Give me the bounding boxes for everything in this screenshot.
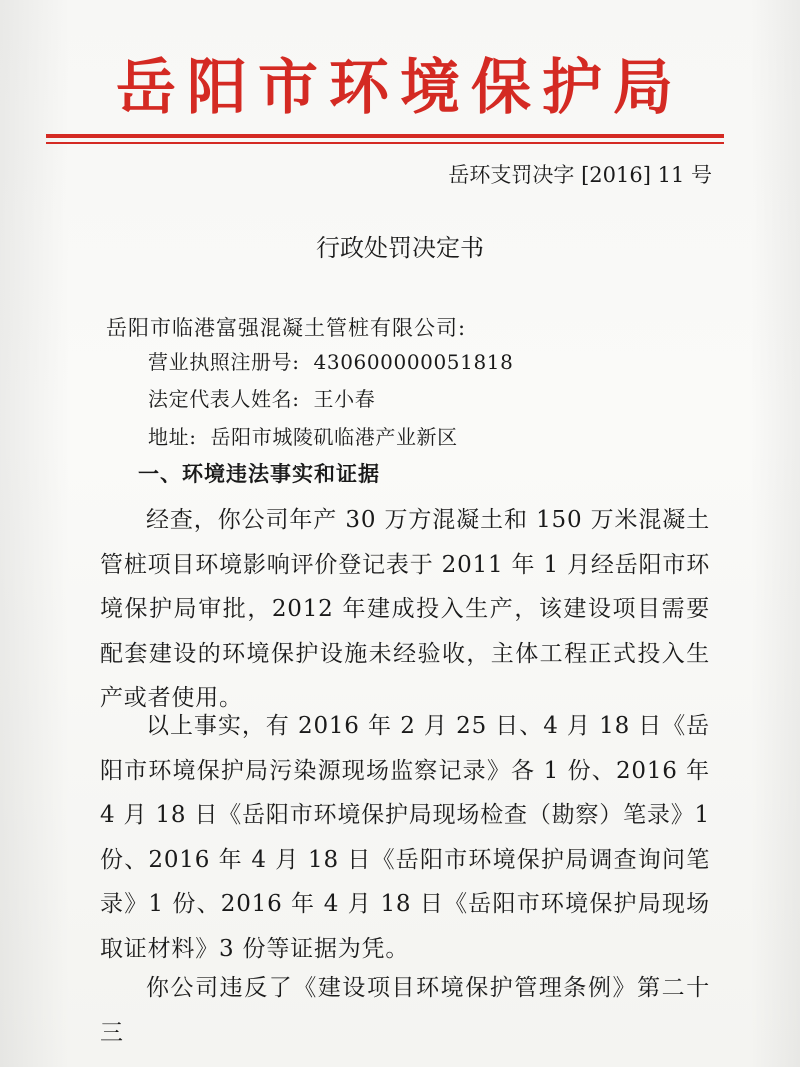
field-address [148,421,458,453]
paragraph-violation-facts: 经查，你公司年产 30 万方混凝土和 150 万米混凝土管桩项目环境影响评价登记表于 2011 年 1 月经岳阳市环境保护局审批，2012 年建成投入生产，该建设项目需要配套建设的环境保护设施未经验收，主体工程正式投入生产或者使用。 [100,507,710,711]
scan-shadow [0,0,70,1067]
agency-header: 岳阳市环境保护局 [116,53,684,123]
recipient-name: 岳阳市临港富强混凝土管桩有限公司: [106,316,467,340]
field-legal-representative [148,383,375,415]
header-red-rule-thin [46,142,724,144]
document-number: 岳环支罚决字 [2016] 11 号 [448,163,712,187]
section-heading: 一、环境违法事实和证据 [138,461,380,486]
paragraph-evidence: 以上事实，有 2016 年 2 月 25 日、4 月 18 日《岳阳市环境保护局污染源现场监察记录》各 1 份、2016 年 4 月 18 日《岳阳市环境保护局现场检查（勘察）笔录》1 份、2016 年 4 月 18 日《岳阳市环境保护局调查询问笔录》1 份、2016 年 4 月 18 日《岳阳市环境保护局现场取证材料》3 份等证据为凭。 [100,713,710,962]
field-value: 王小春 [313,387,376,411]
document-title: 行政处罚决定书 [316,234,484,262]
field-value: 430600000051818 [313,350,514,374]
field-label: 营业执照注册号: [148,350,300,374]
field-label: 法定代表人姓名: [148,387,300,411]
paragraph-violated-law: 你公司违反了《建设项目环境保护管理条例》第二十三 [100,975,710,1046]
field-value: 岳阳市城陵矶临港产业新区 [210,425,458,449]
header-red-rule [46,134,724,138]
field-label: 地址: [148,425,197,449]
field-business-license [148,346,513,378]
scan-shadow [750,0,800,1067]
